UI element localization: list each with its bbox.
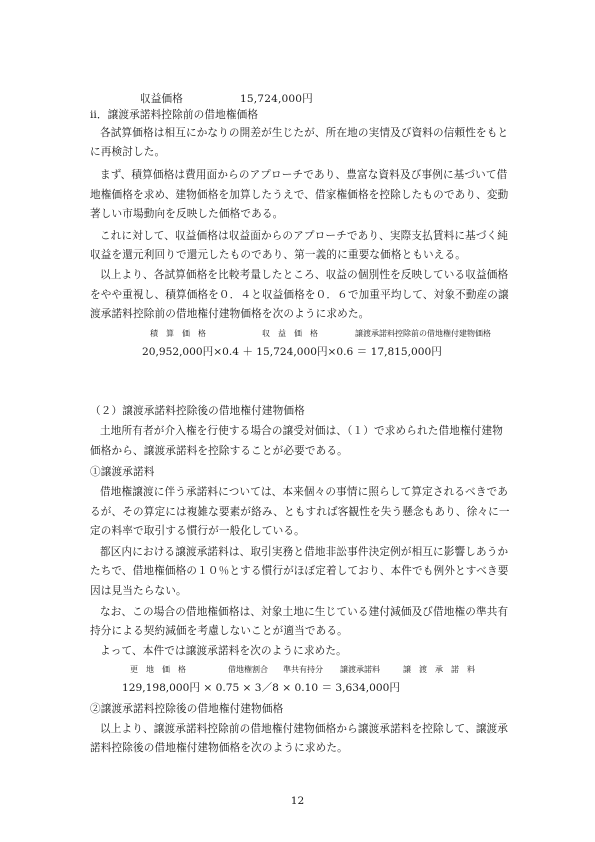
paragraph-line: なお、この場合の借地権価格は、対象土地に生じている建付減価及び借地権の準共有: [100, 606, 509, 618]
paragraph-line: 因は見当たらない。: [90, 585, 187, 597]
paragraph-line: たちで、借地権価格の１０％とする慣行がほぼ定着しており、本件でも例外とすべき要: [90, 565, 509, 577]
paragraph-line: るが、その算定には複雑な要素が絡み、ともすれば客観性を失う懸念もあり、徐々に一: [90, 506, 510, 518]
paragraph-line: 各試算価格は相互にかなりの開差が生じたが、所在地の実情及び資料の信頼性をもと: [100, 127, 509, 139]
paragraph-line: 都区内における譲渡承諾料は、取引実務と借地非訟事件決定例が相互に影響しあうか: [100, 546, 509, 558]
formula-label: 譲渡承諾料控除前の借地権付建物価格: [355, 329, 491, 338]
formula-label: 積 算 価 格: [150, 329, 206, 338]
income-label: 収益価格: [140, 93, 183, 105]
income-value: 15,724,000円: [240, 93, 313, 105]
paragraph-line: 以上より、譲渡承諾料控除前の借地権付建物価格から譲渡承諾料を控除して、譲渡承: [100, 723, 509, 735]
paragraph-line: 諾料控除後の借地権付建物価格を次のように求めた。: [90, 742, 348, 754]
paragraph-line: 以上より、各試算価格を比較考量したところ、収益の個別性を反映している収益価格: [100, 269, 509, 281]
paragraph-line: 土地所有者が介入権を行使する場合の譲受対価は、（１）で求められた借地権付建物: [100, 425, 503, 437]
paragraph-line: 地権価格を求め、建物価格を加算したうえで、借家権価格を控除したものであり、変動: [90, 189, 509, 201]
formula-label: 準共有持分: [283, 665, 323, 674]
paragraph-line: 収益を還元利回りで還元したものであり、第一義的に重要な価格ともいえる。: [90, 249, 467, 261]
subsection-2-heading: ②譲渡承諾料控除後の借地権付建物価格: [90, 703, 284, 715]
weighted-average-formula: 20,952,000円×0.4 ＋ 15,724,000円×0.6 ＝ 17,815,000円: [142, 346, 442, 358]
formula-label: 借地権割合: [228, 665, 268, 674]
paragraph-line: まず、積算価格は費用面からのアプローチであり、豊富な資料及び事例に基づいて借: [100, 169, 508, 181]
subsection-1-heading: ①譲渡承諾料: [90, 466, 155, 478]
paragraph-line: に再検討した。: [90, 146, 166, 158]
page-number: 12: [290, 795, 305, 807]
paragraph-line: よって、本件では譲渡承諾料を次のように求めた。: [100, 645, 347, 657]
section-ii-heading: ⅱ．譲渡承諾料控除前の借地権価格: [90, 109, 259, 121]
paragraph-line: 渡承諾料控除前の借地権付建物価格を次のように求めた。: [90, 308, 370, 320]
formula-label: 譲渡承諾料: [340, 665, 380, 674]
formula-label: 譲 渡 承 諾 料: [403, 665, 475, 674]
paragraph-line: 価格から、譲渡承諾料を控除することが必要である。: [90, 445, 348, 457]
paragraph-line: これに対して、収益価格は収益面からのアプローチであり、実際支払賃料に基づく純: [100, 230, 509, 242]
formula-label: 更 地 価 格: [130, 665, 186, 674]
paragraph-line: 持分による契約減価を考慮しないことが適当である。: [90, 625, 348, 637]
paragraph-line: 定の料率で取引する慣行が一般化している。: [90, 525, 305, 537]
paragraph-line: 著しい市場動向を反映した価格である。: [90, 208, 284, 220]
paragraph-line: 借地権譲渡に伴う承諾料については、本来個々の事情に照らして算定されるべきであ: [100, 486, 509, 498]
assignment-fee-formula: 129,198,000円 × 0.75 × 3／8 × 0.10 ＝ 3,634,000円: [122, 682, 400, 694]
paragraph-line: をやや重視し、積算価格を０．４と収益価格を０．６で加重平均して、対象不動産の譲: [90, 289, 509, 301]
section-2-heading: （２）譲渡承諾料控除後の借地権付建物価格: [90, 405, 305, 417]
formula-label: 収 益 価 格: [262, 329, 318, 338]
